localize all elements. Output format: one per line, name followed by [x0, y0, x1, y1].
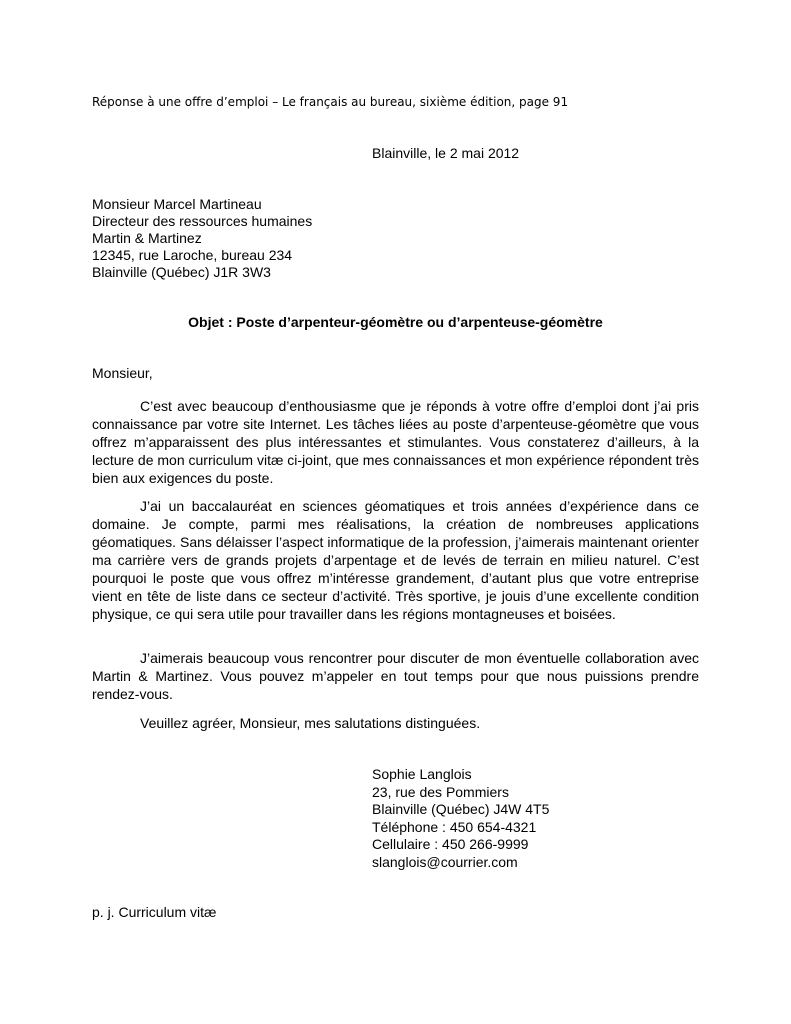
- sender-email: slanglois@courrier.com: [372, 853, 518, 870]
- sender-phone: Téléphone : 450 654-4321: [372, 818, 537, 835]
- recipient-company: Martin & Martinez: [92, 230, 202, 246]
- sender-cell: Cellulaire : 450 266-9999: [372, 836, 529, 853]
- sender-signature-block: [372, 766, 549, 872]
- letter-subject: Objet : Poste d’arpenteur-géomètre ou d’arpenteuse-géomètre: [188, 314, 603, 330]
- closing-formula: Veuillez agréer, Monsieur, mes salutations distinguées.: [140, 715, 481, 731]
- letter-date: Blainville, le 2 mai 2012: [372, 145, 520, 161]
- recipient-city: Blainville (Québec) J1R 3W3: [92, 264, 271, 280]
- body-paragraph-2: [92, 497, 699, 623]
- sender-name: Sophie Langlois: [372, 766, 472, 782]
- recipient-address-block: [92, 196, 312, 281]
- header-note: Réponse à une offre d’emploi – Le français au bureau, sixième édition, page 91: [92, 95, 569, 109]
- paragraph-text: C’est avec beaucoup d’enthousiasme que je réponds à votre offre d’emploi dont j’ai pris connaissance par votre site Internet. Les tâches liées au poste d’arpenteuse-géomètre que vous offrez m’apparaissent des plus intéressantes et stimulantes. Vous constaterez d’ailleurs, à la lecture de mon curriculum vitæ ci-joint, que mes connaissances et mon expérience répondent très bien aux exigences du poste.: [92, 398, 699, 486]
- recipient-title: Directeur des ressources humaines: [92, 213, 313, 229]
- recipient-name: Monsieur Marcel Martineau: [92, 196, 262, 212]
- body-paragraph-3: [92, 649, 699, 703]
- enclosure-note: p. j. Curriculum vitæ: [92, 904, 217, 920]
- sender-city: Blainville (Québec) J4W 4T5: [372, 801, 550, 818]
- recipient-street: 12345, rue Laroche, bureau 234: [92, 247, 293, 263]
- body-paragraph-1: [92, 397, 699, 487]
- paragraph-text: J’ai un baccalauréat en sciences géomatiques et trois années d’expérience dans ce domaine. Je compte, parmi mes réalisations, la création de nombreuses applications géomatiques. Sans délaisser l’aspect informatique de la profession, j’aimerais maintenant orienter ma carrière vers de grands projets d’arpentage et de levés de terrain en milieu naturel. C’est pourquoi le poste que vous offrez m’intéresse grandement, d’autant plus que votre entreprise vient en tête de liste dans ce secteur d’activité. Très sportive, je jouis d’une excellente condition physique, ce qui sera utile pour travailler dans les régions montagneuses et boisées.: [92, 498, 699, 622]
- paragraph-text: J’aimerais beaucoup vous rencontrer pour discuter de mon éventuelle collaboration avec Martin & Martinez. Vous pouvez m’appeler en tout temps pour que nous puissions prendre rendez-vous.: [92, 650, 699, 702]
- sender-street: 23, rue des Pommiers: [372, 783, 509, 800]
- salutation: Monsieur,: [92, 365, 153, 381]
